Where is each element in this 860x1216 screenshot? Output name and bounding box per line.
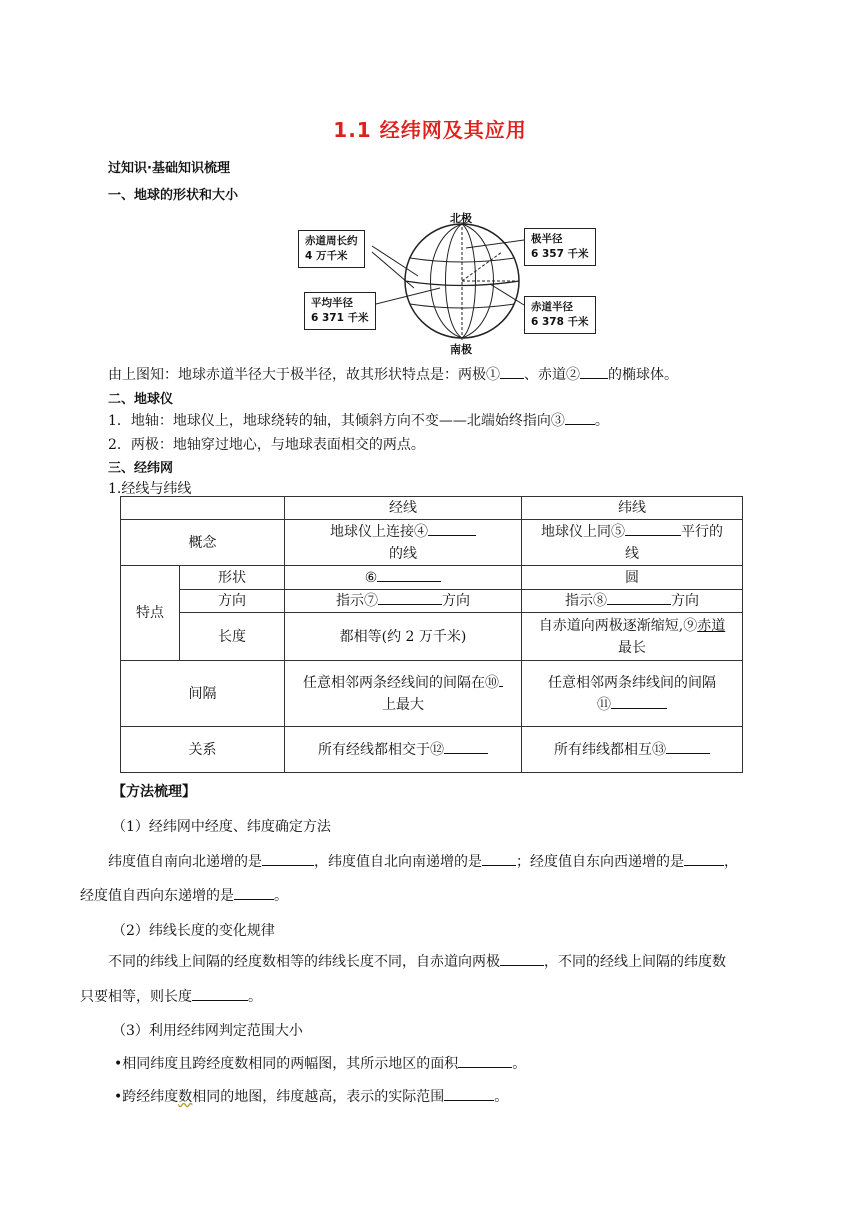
equator-circumference-label	[298, 230, 365, 268]
direction-parallel-text2: 方向	[671, 593, 699, 609]
row-label-length: 长度	[180, 613, 285, 661]
method-1-text-a: 纬度值自南向北递增的是	[108, 854, 262, 870]
blank-5[interactable]	[625, 521, 681, 536]
blank-m5[interactable]	[500, 951, 544, 966]
interval-meridian-text2: 上最大	[382, 696, 424, 713]
shape-meridian-cell	[285, 566, 522, 590]
axis-definition	[108, 410, 609, 430]
direction-meridian-cell	[285, 590, 522, 613]
method-step-3: （3）利用经纬网判定范围大小	[112, 1023, 303, 1039]
blank-10[interactable]	[499, 672, 503, 687]
direction-meridian-text2: 方向	[442, 593, 470, 609]
direction-parallel-cell	[522, 590, 743, 613]
method-step-1-line1	[108, 851, 738, 871]
method-1-text-c: ；经度值自东向西递增的是	[516, 854, 684, 870]
relation-parallel-text: 所有纬线都相互⑬	[554, 741, 666, 758]
concept-meridian-text: 地球仪上连接④	[330, 523, 428, 540]
length-parallel-text2: 最长	[618, 639, 646, 656]
row-label-shape: 形状	[180, 566, 285, 590]
mean-radius-line2: 6 371 千米	[311, 312, 369, 324]
polar-radius-line1: 极半径	[531, 233, 563, 245]
sub-heading-lines: 1.经线与纬线	[108, 481, 192, 497]
meridian-parallel-table	[120, 496, 743, 773]
shape-question-part3: 的椭球体。	[608, 367, 678, 383]
shape-parallel-cell: 圆	[522, 566, 743, 590]
method-bullet-1-text: •相同纬度且跨经度数相同的两幅图，其所示地区的面积	[114, 1056, 459, 1072]
equatorial-radius-label	[524, 296, 596, 334]
method-bullet-2-end: 。	[494, 1089, 509, 1105]
method-bullet-1-end: 。	[512, 1056, 527, 1072]
mean-radius-label	[304, 292, 376, 330]
method-step-1-line2	[80, 885, 288, 905]
method-2-text-c: 只要相等，则长度	[80, 989, 192, 1005]
axis-definition-end: 。	[594, 413, 609, 429]
blank-1[interactable]	[500, 364, 524, 379]
method-step-2-line2	[80, 986, 262, 1006]
blank-m1[interactable]	[262, 851, 314, 866]
shape-meridian-text: ⑥	[364, 569, 378, 586]
length-parallel-cell	[522, 613, 743, 661]
blank-2[interactable]	[580, 364, 608, 379]
interval-meridian-text: 任意相邻两条经线间的间隔在⑩	[303, 674, 499, 691]
relation-meridian-text: 所有经线都相交于⑫	[318, 741, 444, 758]
section-heading-graticule: 三、经纬网	[108, 461, 174, 476]
direction-parallel-text: 指示⑧	[565, 593, 607, 609]
blank-m7[interactable]	[458, 1053, 512, 1068]
method-step-2-line1	[108, 951, 726, 971]
blank-6[interactable]	[377, 567, 441, 582]
blank-11[interactable]	[611, 694, 667, 709]
blank-8[interactable]	[607, 590, 671, 605]
row-label-concept: 概念	[121, 520, 285, 566]
blank-3[interactable]	[565, 410, 595, 425]
method-1-text-b: ，纬度值自北向南递增的是	[314, 854, 482, 870]
section-heading-main: 过知识·基础知识梳理	[108, 161, 230, 176]
row-label-direction: 方向	[180, 590, 285, 613]
table-header-meridian: 经线	[285, 497, 522, 520]
equator-circumference-line1: 赤道周长约	[305, 235, 358, 247]
north-pole-label: 北极	[450, 212, 472, 225]
method-2-text-a: 不同的纬线上间隔的经度数相等的纬线长度不同，自赤道向两极	[108, 954, 500, 970]
axis-definition-text: 1．地轴：地球仪上，地球绕转的轴，其倾斜方向不变——北端始终指向③	[108, 413, 565, 429]
interval-meridian-cell	[285, 661, 522, 727]
blank-m3[interactable]	[684, 851, 724, 866]
concept-parallel-text2: 线	[625, 545, 639, 562]
relation-meridian-cell	[285, 727, 522, 773]
method-step-1: （1）经纬网中经度、纬度确定方法	[112, 819, 331, 835]
length-parallel-answer: 赤道	[697, 617, 726, 634]
shape-question	[108, 364, 678, 384]
poles-definition: 2．两极：地轴穿过地心，与地球表面相交的两点。	[108, 437, 425, 453]
concept-meridian-cell	[285, 520, 522, 566]
table-header-parallel: 纬线	[522, 497, 743, 520]
blank-m2[interactable]	[482, 851, 516, 866]
row-label-features: 特点	[121, 566, 180, 661]
section-heading-globe: 二、地球仪	[108, 392, 174, 407]
equatorial-radius-line2: 6 378 千米	[531, 316, 589, 328]
equatorial-radius-line1: 赤道半径	[531, 301, 573, 313]
blank-m4[interactable]	[234, 885, 274, 900]
shape-question-part2: 、赤道②	[524, 367, 580, 383]
interval-parallel-text2: ⑪	[597, 696, 611, 713]
method-1-text-d: ，	[724, 854, 738, 870]
length-meridian-cell: 都相等(约 2 万千米)	[285, 613, 522, 661]
blank-7[interactable]	[378, 590, 442, 605]
interval-parallel-cell	[522, 661, 743, 727]
method-bullet-2-text-a: •跨经纬度	[114, 1089, 179, 1105]
relation-parallel-cell	[522, 727, 743, 773]
south-pole-label: 南极	[450, 343, 472, 356]
method-step-2: （2）纬线长度的变化规律	[112, 923, 275, 939]
blank-m8[interactable]	[444, 1086, 494, 1101]
length-parallel-text: 自赤道向两极逐渐缩短,⑨	[538, 617, 698, 634]
blank-4[interactable]	[428, 521, 476, 536]
method-bullet-2	[114, 1086, 508, 1106]
method-bullet-2-text-b: 相同的地图，纬度越高，表示的实际范围	[192, 1089, 445, 1105]
table-header-blank	[121, 497, 285, 520]
method-bullet-2-wavy: 数	[178, 1089, 193, 1105]
page-title: 1.1 经纬网及其应用	[333, 118, 527, 142]
equator-circumference-line2: 4 万千米	[305, 250, 348, 262]
method-1-text-e: 经度值自西向东递增的是	[80, 888, 234, 904]
method-2-text-d: 。	[248, 989, 262, 1005]
mean-radius-line1: 平均半径	[311, 297, 353, 309]
blank-12[interactable]	[444, 739, 488, 754]
blank-m6[interactable]	[192, 986, 248, 1001]
method-1-text-f: 。	[274, 888, 288, 904]
blank-13[interactable]	[666, 739, 710, 754]
interval-parallel-text: 任意相邻两条纬线间的间隔	[548, 674, 716, 691]
polar-radius-line2: 6 357 千米	[531, 248, 589, 260]
concept-parallel-text1b: 平行的	[681, 523, 723, 540]
method-2-text-b: ，不同的经线上间隔的纬度数	[544, 954, 726, 970]
method-heading: 【方法梳理】	[112, 784, 196, 800]
row-label-interval: 间隔	[121, 661, 285, 727]
row-label-relation: 关系	[121, 727, 285, 773]
shape-question-part1: 由上图知：地球赤道半径大于极半径，故其形状特点是：两极①	[108, 367, 500, 383]
direction-meridian-text: 指示⑦	[336, 593, 378, 609]
method-bullet-1	[114, 1053, 526, 1073]
concept-meridian-text2: 的线	[389, 545, 417, 562]
globe-figure	[290, 208, 600, 358]
section-heading-shape: 一、地球的形状和大小	[108, 188, 239, 203]
polar-radius-label	[524, 228, 596, 266]
concept-parallel-cell	[522, 520, 743, 566]
concept-parallel-text: 地球仪上同⑤	[541, 523, 625, 540]
